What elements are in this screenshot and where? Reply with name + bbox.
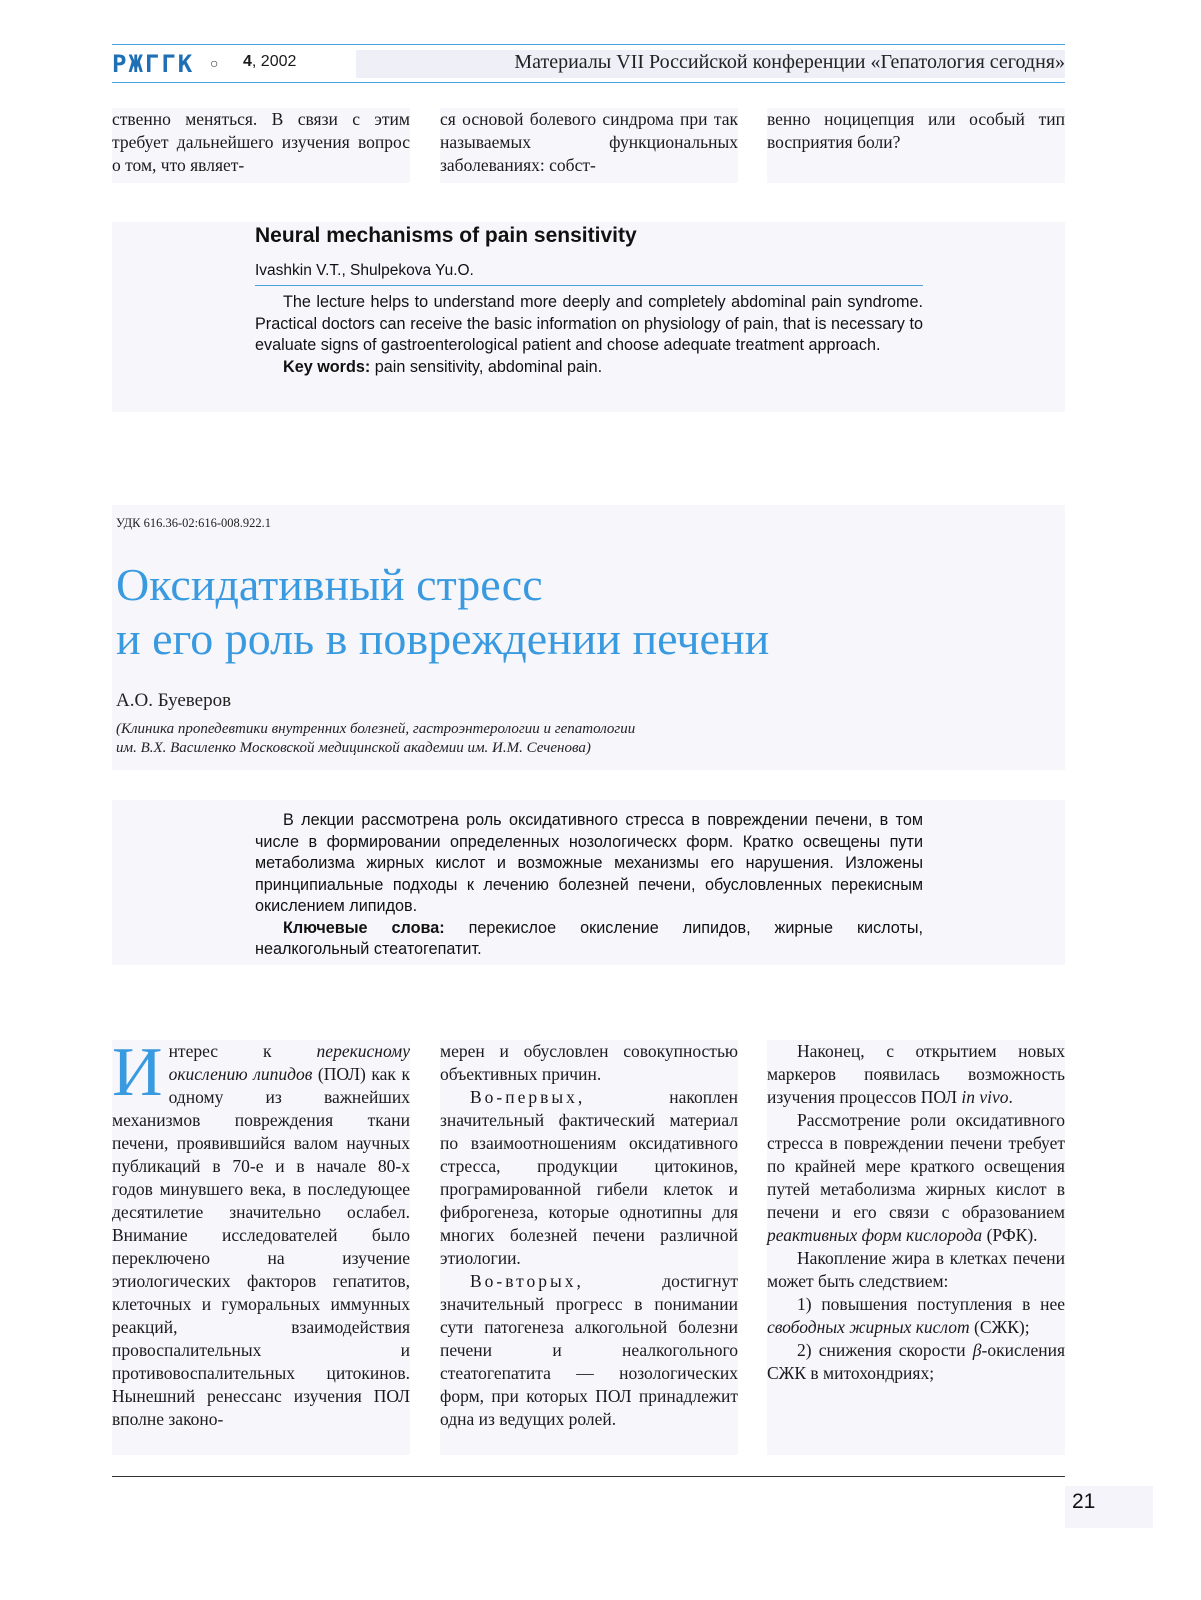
english-abstract-text: The lecture helps to understand more deeply and completely abdominal pain syndrome. Practical doctors can receive the basic information on physiology of pain, that is necessary to evaluate signs of gastroenterological patient and choose adequate treatment approach. <box>255 293 923 354</box>
body-text: 1) повышения поступления в нее <box>797 1294 1065 1314</box>
body-emphasis: реактивных форм кислорода <box>767 1225 983 1245</box>
header-bullet: ○ <box>210 55 219 71</box>
body-text: накоплен значительный фактический материал по взаимоотношениям оксидативного стресса, продукции цитокинов, програмированной гибели клеток и фиброгенеза, которые однотипны для многих болезней печени различной этиологии. <box>440 1087 738 1268</box>
header-rule-top <box>112 44 1065 45</box>
issue-info: 4, 2002 <box>243 53 297 70</box>
body-column-1-paragraph <box>112 1034 411 1431</box>
body-column-1 <box>112 1034 411 1455</box>
issue-year: 2002 <box>260 53 297 70</box>
russian-keywords <box>255 918 923 961</box>
affiliation-line-1: (Клиника пропедевтики внутренних болезней, гастроэнтерологии и гепатологии <box>116 721 636 737</box>
top-column-2-text: ся основой болевого синдрома при так называемых функциональных заболеваниях: собст- <box>440 109 738 175</box>
russian-keywords-text: перекислое окисление липидов, жирные кислоты, неалкогольный стеатогепатит. <box>255 918 923 958</box>
top-column-1 <box>112 108 410 183</box>
article-title <box>116 558 769 666</box>
body-emphasis: β <box>972 1340 982 1360</box>
top-column-1-text: ственно меняться. В связи с этим требует дальнейшего изучения вопрос о том, что являет- <box>112 109 410 175</box>
top-column-3-text: венно ноцицепция или особый тип восприятия боли? <box>767 109 1065 152</box>
body-text: нтерес к <box>168 1041 317 1061</box>
english-title: Neural mechanisms of pain sensitivity <box>255 224 637 247</box>
body-column-2-p3 <box>440 1270 738 1431</box>
header-rule-bottom <box>112 82 1065 83</box>
udk-code: УДК 616.36-02:616-008.922.1 <box>116 516 271 530</box>
body-column-3-p3: Накопление жира в клетках печени может быть следствием: <box>767 1248 1065 1291</box>
body-emphasis: in vivo <box>961 1087 1009 1107</box>
article-affiliation <box>116 720 635 758</box>
english-rule <box>255 285 923 286</box>
body-emphasis: перекисному окислению липидов <box>168 1041 410 1084</box>
body-text: 2) снижения скорости <box>797 1340 973 1360</box>
body-text: . <box>1008 1087 1013 1107</box>
russian-keywords-label: Ключевые слова: <box>283 918 445 937</box>
footer-rule <box>112 1476 1065 1477</box>
body-column-3-p5 <box>767 1339 1065 1385</box>
article-title-line-1: Оксидативный стресс <box>116 559 543 610</box>
body-text: (ПОЛ) как к одному из важнейших механизмов повреждения ткани печени, проявившийся валом научных публикаций в 70-е и в начале 80-х годов минувшего века, в последующее десятилетие значительно ослабел. Внимание исследователей было переключено на изучение этиологических факторов гепатитов, клеточных и гуморальных иммунных реакций, взаимодействия провоспалительных и противовоспалительных цитокинов. Нынешний ренессанс изучения ПОЛ вполне законо- <box>112 1064 411 1429</box>
english-abstract <box>255 292 923 378</box>
english-authors: Ivashkin V.T., Shulpekova Yu.O. <box>255 262 474 279</box>
article-title-line-2: и его роль в повреждении печени <box>116 613 770 664</box>
body-column-3-p4 <box>767 1293 1065 1339</box>
page-number: 21 <box>1072 1490 1096 1513</box>
body-column-2 <box>440 1040 738 1455</box>
top-column-2 <box>440 108 738 183</box>
top-column-3 <box>767 108 1065 183</box>
body-column-3-p2 <box>767 1109 1065 1247</box>
issue-number: 4 <box>243 53 252 70</box>
spaced-lead: Во-первых, <box>470 1087 586 1107</box>
english-keywords <box>255 357 923 379</box>
body-column-3-p1 <box>767 1040 1065 1109</box>
body-text: Наконец, с открытием новых маркеров появилась возможность изучения процессов ПОЛ <box>767 1041 1065 1107</box>
body-text: Рассмотрение роли оксидативного стресса в повреждении печени требует по крайней мере краткого освещения путей метаболизма жирных кислот в печени и его связи с образованием <box>767 1110 1065 1222</box>
body-column-3 <box>767 1040 1065 1455</box>
drop-cap: И <box>112 1034 163 1111</box>
russian-abstract-text: В лекции рассмотрена роль оксидативного стресса в повреждении печени, в том числе в формировании определенных нозологическх форм. Кратко освещены пути метаболизма жирных кислот и возможные механизмы его нарушения. Изложены принципиальные подходы к лечению болезней печени, обусловленных перекисным окислением липидов. <box>255 811 923 915</box>
journal-logo: РЖГГК <box>112 50 195 78</box>
body-text: достигнут значительный прогресс в понимании сути патогенеза алкогольной болезни печени и неалкогольного стеатогепатита — нозологических форм, при которых ПОЛ принадлежит одна из ведущих ролей. <box>440 1271 738 1429</box>
body-column-2-p1: мерен и обусловлен совокупностью объективных причин. <box>440 1041 738 1084</box>
affiliation-line-2: им. В.Х. Василенко Московской медицинской академии им. И.М. Сеченова) <box>116 740 591 756</box>
article-author: А.О. Буеверов <box>116 690 232 711</box>
body-text: -окисления СЖК в митохондриях; <box>767 1340 1065 1383</box>
conference-title: Материалы VII Российской конференции «Гепатология сегодня» <box>514 51 1065 73</box>
russian-abstract <box>255 810 923 961</box>
english-keywords-text: pain sensitivity, abdominal pain. <box>370 357 603 376</box>
english-keywords-label: Key words: <box>283 357 371 376</box>
body-column-2-p2 <box>440 1086 738 1270</box>
body-emphasis: свободных жирных кислот <box>767 1317 970 1337</box>
spaced-lead: Во-вторых, <box>470 1271 584 1291</box>
body-text: (СЖК); <box>969 1317 1030 1337</box>
body-text: (РФК). <box>982 1225 1038 1245</box>
